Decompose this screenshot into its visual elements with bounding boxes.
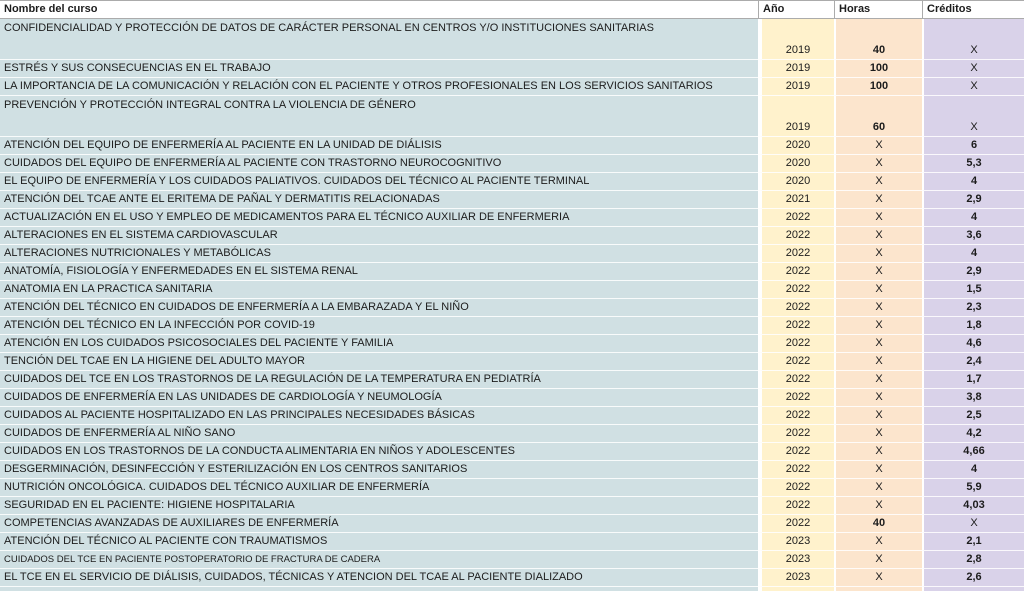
hours-cell[interactable]: X (834, 245, 922, 263)
table-row (0, 461, 1024, 479)
year-cell[interactable]: 2022 (758, 479, 834, 497)
year-cell[interactable]: 2022 (758, 335, 834, 353)
table-row (0, 155, 1024, 173)
table-row (0, 96, 1024, 137)
credits-cell[interactable]: 6 (922, 137, 1024, 155)
table-row (0, 60, 1024, 78)
hours-cell[interactable]: X (834, 263, 922, 281)
course-name-cell[interactable]: ANATOMÍA, FISIOLOGÍA Y ENFERMEDADES EN EL SISTEMA RENAL (0, 263, 758, 281)
table-row (0, 19, 1024, 60)
year-cell[interactable]: 2022 (758, 281, 834, 299)
hours-cell[interactable]: X (834, 281, 922, 299)
course-name-cell[interactable]: ATENCIÓN DEL TÉCNICO AL PACIENTE CON TRAUMATISMOS (0, 533, 758, 551)
table-row (0, 191, 1024, 209)
table-row (0, 245, 1024, 263)
credits-cell[interactable]: 3,6 (922, 227, 1024, 245)
hours-cell[interactable]: 100 (834, 78, 922, 96)
hours-cell[interactable]: X (834, 407, 922, 425)
year-cell[interactable]: 2022 (758, 497, 834, 515)
table-row (0, 533, 1024, 551)
course-name-cell[interactable]: ATENCIÓN DEL TÉCNICO EN CUIDADOS DE ENFERMERÍA A LA EMBARAZADA Y EL NIÑO (0, 299, 758, 317)
credits-cell[interactable]: X (922, 96, 1024, 137)
hours-cell[interactable]: X (834, 461, 922, 479)
year-cell[interactable]: 2022 (758, 353, 834, 371)
credits-cell[interactable]: 4,66 (922, 443, 1024, 461)
column-header-hours[interactable]: Horas (834, 0, 922, 19)
column-header-year[interactable]: Año (758, 0, 834, 19)
year-cell[interactable]: 2022 (758, 227, 834, 245)
table-row (0, 371, 1024, 389)
credits-cell[interactable]: 2,4 (922, 353, 1024, 371)
hours-cell[interactable]: X (834, 353, 922, 371)
hours-cell[interactable]: X (834, 227, 922, 245)
table-row (0, 209, 1024, 227)
credits-cell[interactable]: X (922, 515, 1024, 533)
table-row (0, 281, 1024, 299)
hours-cell[interactable]: 40 (834, 19, 922, 60)
course-name-cell[interactable]: LA IMPORTANCIA DE LA COMUNICACIÓN Y RELACIÓN CON EL PACIENTE Y OTROS PROFESIONALES EN LOS SERVICIOS SANITARIOS (0, 78, 758, 96)
credits-cell[interactable]: X (922, 60, 1024, 78)
table-row (0, 443, 1024, 461)
table-row (0, 335, 1024, 353)
hours-cell[interactable]: 60 (834, 96, 922, 137)
credits-cell[interactable]: 2,1 (922, 533, 1024, 551)
credits-cell[interactable]: 4,03 (922, 497, 1024, 515)
table-row (0, 425, 1024, 443)
year-cell[interactable]: 2022 (758, 389, 834, 407)
course-name-cell[interactable]: CUIDADOS DE ENFERMERÍA EN LAS UNIDADES DE CARDIOLOGÍA Y NEUMOLOGÍA (0, 389, 758, 407)
year-cell[interactable]: 2022 (758, 425, 834, 443)
course-name-cell[interactable]: EL EQUIPO DE ENFERMERÍA Y LOS CUIDADOS PALIATIVOS. CUIDADOS DEL TÉCNICO AL PACIENTE TERMINAL (0, 173, 758, 191)
course-name-cell[interactable]: ESTRÉS Y SUS CONSECUENCIAS EN EL TRABAJO (0, 60, 758, 78)
year-cell[interactable]: 2023 (758, 569, 834, 587)
year-cell[interactable]: 2019 (758, 96, 834, 137)
course-name-cell[interactable]: ALTERACIONES NUTRICIONALES Y METABÓLICAS (0, 245, 758, 263)
course-name-cell[interactable]: CUIDADOS EN LOS TRASTORNOS DE LA CONDUCTA ALIMENTARIA EN NIÑOS Y ADOLESCENTES (0, 443, 758, 461)
year-cell[interactable]: 2022 (758, 443, 834, 461)
column-header-course-name[interactable]: Nombre del curso (0, 0, 758, 19)
course-name-cell[interactable]: ALTERACIONES EN EL SISTEMA CARDIOVASCULAR (0, 227, 758, 245)
table-row (0, 407, 1024, 425)
hours-cell[interactable]: X (834, 389, 922, 407)
year-cell[interactable]: 2022 (758, 371, 834, 389)
year-cell[interactable]: 2020 (758, 137, 834, 155)
table-row (0, 299, 1024, 317)
credits-cell[interactable]: 2,3 (922, 299, 1024, 317)
course-name-cell[interactable]: SEGURIDAD EN EL PACIENTE: HIGIENE HOSPITALARIA (0, 497, 758, 515)
year-cell[interactable]: 2022 (758, 515, 834, 533)
hours-cell[interactable]: X (834, 371, 922, 389)
year-cell[interactable]: 2022 (758, 461, 834, 479)
table-row (0, 479, 1024, 497)
table-row (0, 389, 1024, 407)
course-name-cell[interactable]: CUIDADOS DEL EQUIPO DE ENFERMERÍA AL PACIENTE CON TRASTORNO NEUROCOGNITIVO (0, 155, 758, 173)
hours-cell[interactable]: X (834, 317, 922, 335)
hours-cell[interactable]: X (834, 425, 922, 443)
table-row (0, 353, 1024, 371)
credits-cell[interactable]: 3,8 (922, 389, 1024, 407)
table-row (0, 317, 1024, 335)
course-name-cell[interactable]: TENCIÓN DEL TCAE EN LA HIGIENE DEL ADULTO MAYOR (0, 353, 758, 371)
year-cell[interactable]: 2022 (758, 263, 834, 281)
course-name-cell[interactable]: CONFIDENCIALIDAD Y PROTECCIÓN DE DATOS DE CARÁCTER PERSONAL EN CENTROS Y/O INSTITUCIONES SANITARIAS (0, 19, 758, 60)
course-name-cell[interactable]: EL TCE EN EL SERVICIO DE DIÁLISIS, CUIDADOS, TÉCNICAS Y ATENCION DEL TCAE AL PACIENTE DIALIZADO (0, 569, 758, 587)
hours-cell[interactable]: X (834, 569, 922, 587)
year-cell[interactable]: 2022 (758, 317, 834, 335)
hours-cell[interactable]: X (834, 443, 922, 461)
course-name-cell[interactable]: NUTRICIÓN ONCOLÓGICA. CUIDADOS DEL TÉCNICO AUXILIAR DE ENFERMERÍA (0, 479, 758, 497)
table-row (0, 263, 1024, 281)
credits-cell[interactable]: 4 (922, 245, 1024, 263)
credits-cell[interactable]: 2,5 (922, 407, 1024, 425)
course-name-cell[interactable]: ATENCIÓN DEL EQUIPO DE ENFERMERÍA AL PACIENTE EN LA UNIDAD DE DIÁLISIS (0, 137, 758, 155)
credits-cell[interactable]: 2,9 (922, 191, 1024, 209)
year-cell[interactable]: 2023 (758, 533, 834, 551)
course-name-cell[interactable]: PREVENCIÓN Y PROTECCIÓN INTEGRAL CONTRA LA VIOLENCIA DE GÉNERO (0, 96, 758, 137)
table-row (0, 227, 1024, 245)
course-name-cell[interactable]: COMPETENCIAS AVANZADAS DE AUXILIARES DE ENFERMERÍA (0, 515, 758, 533)
year-cell[interactable]: 2021 (758, 191, 834, 209)
table-header (0, 0, 1024, 19)
year-cell[interactable]: 2022 (758, 299, 834, 317)
credits-cell[interactable]: 4,2 (922, 425, 1024, 443)
credits-cell[interactable]: 1,8 (922, 317, 1024, 335)
year-cell[interactable]: 2019 (758, 60, 834, 78)
hours-cell[interactable]: X (834, 155, 922, 173)
hours-cell (834, 587, 922, 591)
hours-cell[interactable]: X (834, 497, 922, 515)
credits-cell[interactable]: 2,9 (922, 263, 1024, 281)
hours-cell[interactable]: X (834, 137, 922, 155)
course-name-cell[interactable]: ACTUALIZACIÓN EN EL USO Y EMPLEO DE MEDICAMENTOS PARA EL TÉCNICO AUXILIAR DE ENFERMERIA (0, 209, 758, 227)
table-row (0, 515, 1024, 533)
course-name-cell (0, 587, 758, 591)
credits-cell[interactable]: 2,6 (922, 569, 1024, 587)
year-cell[interactable]: 2022 (758, 245, 834, 263)
course-name-cell[interactable]: CUIDADOS AL PACIENTE HOSPITALIZADO EN LAS PRINCIPALES NECESIDADES BÁSICAS (0, 407, 758, 425)
table-row (0, 551, 1024, 569)
credits-cell[interactable]: X (922, 19, 1024, 60)
course-name-cell[interactable]: ANATOMIA EN LA PRACTICA SANITARIA (0, 281, 758, 299)
table-row (0, 137, 1024, 155)
table-row (0, 173, 1024, 191)
hours-cell[interactable]: X (834, 191, 922, 209)
year-cell[interactable]: 2022 (758, 407, 834, 425)
course-name-cell[interactable]: CUIDADOS DEL TCE EN PACIENTE POSTOPERATORIO DE FRACTURA DE CADERA (0, 551, 758, 569)
hours-cell[interactable]: X (834, 299, 922, 317)
credits-cell[interactable]: 5,3 (922, 155, 1024, 173)
hours-cell[interactable]: X (834, 335, 922, 353)
table-row (0, 569, 1024, 587)
course-name-cell[interactable]: ATENCIÓN DEL TCAE ANTE EL ERITEMA DE PAÑAL Y DERMATITIS RELACIONADAS (0, 191, 758, 209)
course-name-cell[interactable]: ATENCIÓN DEL TÉCNICO EN LA INFECCIÓN POR COVID-19 (0, 317, 758, 335)
table-row (0, 497, 1024, 515)
credits-cell[interactable]: 4 (922, 461, 1024, 479)
year-cell[interactable]: 2022 (758, 209, 834, 227)
header-row (0, 0, 1024, 19)
hours-cell[interactable]: 40 (834, 515, 922, 533)
credits-cell[interactable]: X (922, 78, 1024, 96)
course-name-cell[interactable]: DESGERMINACIÓN, DESINFECCIÓN Y ESTERILIZACIÓN EN LOS CENTROS SANITARIOS (0, 461, 758, 479)
credits-cell[interactable]: 1,7 (922, 371, 1024, 389)
year-cell[interactable]: 2020 (758, 155, 834, 173)
credits-cell (922, 587, 1024, 591)
credits-cell[interactable]: 2,8 (922, 551, 1024, 569)
hours-cell[interactable]: 100 (834, 60, 922, 78)
hours-cell[interactable]: X (834, 209, 922, 227)
column-header-credits[interactable]: Créditos (922, 0, 1024, 19)
hours-cell[interactable]: X (834, 533, 922, 551)
course-name-cell[interactable]: CUIDADOS DEL TCE EN LOS TRASTORNOS DE LA REGULACIÓN DE LA TEMPERATURA EN PEDIATRÍA (0, 371, 758, 389)
partial-row (0, 587, 1024, 591)
credits-cell[interactable]: 1,5 (922, 281, 1024, 299)
credits-cell[interactable]: 4,6 (922, 335, 1024, 353)
year-cell (758, 587, 834, 591)
credits-cell[interactable]: 5,9 (922, 479, 1024, 497)
hours-cell[interactable]: X (834, 479, 922, 497)
table-row (0, 78, 1024, 96)
credits-cell[interactable]: 4 (922, 173, 1024, 191)
year-cell[interactable]: 2020 (758, 173, 834, 191)
hours-cell[interactable]: X (834, 551, 922, 569)
hours-cell[interactable]: X (834, 173, 922, 191)
year-cell[interactable]: 2019 (758, 19, 834, 60)
table-body (0, 19, 1024, 591)
course-name-cell[interactable]: ATENCIÓN EN LOS CUIDADOS PSICOSOCIALES DEL PACIENTE Y FAMILIA (0, 335, 758, 353)
year-cell[interactable]: 2023 (758, 551, 834, 569)
year-cell[interactable]: 2019 (758, 78, 834, 96)
course-name-cell[interactable]: CUIDADOS DE ENFERMERÍA AL NIÑO SANO (0, 425, 758, 443)
credits-cell[interactable]: 4 (922, 209, 1024, 227)
